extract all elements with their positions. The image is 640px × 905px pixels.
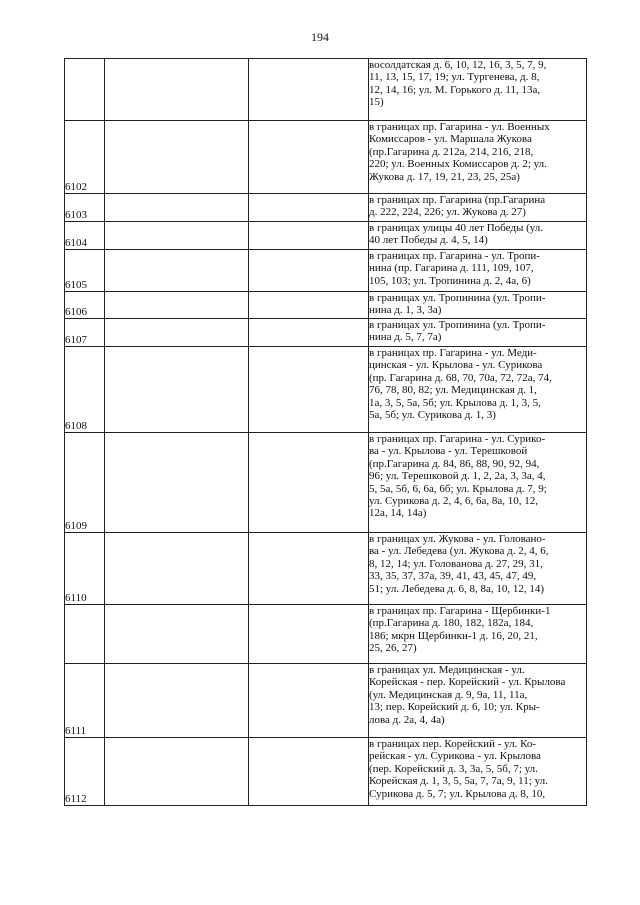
empty-cell [105,222,249,250]
row-number: 6107 [65,319,105,347]
table-row [65,433,587,533]
row-number: 6102 [65,121,105,194]
address-cell: восолдатская д. 6, 10, 12, 16, 3, 5, 7, 9, 11, 13, 15, 17, 19; ул. Тургенева, д. 8, 12, 14, 16; ул. М. Горького д. 11, 13а, 15) [369,59,587,121]
row-number: 6103 [65,194,105,222]
empty-cell [105,533,249,605]
empty-cell [105,250,249,292]
row-number: 6112 [65,738,105,806]
address-cell: в границах ул. Медицинская - ул. Корейская - пер. Корейский - ул. Крылова (ул. Медицинская д. 9, 9а, 11, 11а, 13; пер. Корейский д. 6, 10; ул. Кры- лова д. 2а, 4, 4а) [369,664,587,738]
table-row [65,194,587,222]
table-row [65,319,587,347]
empty-cell [249,59,369,121]
empty-cell [105,605,249,664]
empty-cell [249,222,369,250]
row-number [65,605,105,664]
empty-cell [249,250,369,292]
empty-cell [249,738,369,806]
address-cell: в границах пр. Гагарина - ул. Военных Комиссаров - ул. Маршала Жукова (пр.Гагарина д. 212а, 214, 216, 218, 220; ул. Военных Комиссаров д. 2; ул. Жукова д. 17, 19, 21, 23, 25, 25а) [369,121,587,194]
page-number: 194 [311,30,329,44]
district-table [64,58,587,806]
empty-cell [249,433,369,533]
empty-cell [249,292,369,319]
table-row [65,664,587,738]
empty-cell [249,121,369,194]
empty-cell [105,292,249,319]
table-row [65,250,587,292]
empty-cell [105,59,249,121]
empty-cell [105,121,249,194]
row-number: 6108 [65,347,105,433]
table-row [65,738,587,806]
table-row [65,605,587,664]
row-number: 6105 [65,250,105,292]
empty-cell [105,347,249,433]
empty-cell [105,664,249,738]
empty-cell [105,319,249,347]
row-number: 6109 [65,433,105,533]
address-cell: в границах ул. Жукова - ул. Головано- ва - ул. Лебедева (ул. Жукова д. 2, 4, 6, 8, 12, 14; ул. Голованова д. 27, 29, 31, 33, 35, 37, 37а, 39, 41, 43, 45, 47, 49, 51; ул. Лебедева д. 6, 8, 8а, 10, 12, 14) [369,533,587,605]
row-number: 6106 [65,292,105,319]
table-row [65,222,587,250]
address-cell: в границах пр. Гагарина - ул. Тропи- нина (пр. Гагарина д. 111, 109, 107, 105, 103; ул. Тропинина д. 2, 4а, 6) [369,250,587,292]
address-cell: в границах пр. Гагарина - ул. Меди- цинская - ул. Крылова - ул. Сурикова (пр. Гагарина д. 68, 70, 70а, 72, 72а, 74, 76, 78, 80, 82; ул. Медицинская д. 1, 1а, 3, 5, 5а, 5б; ул. Крылова д. 1, 3, 5, 5а, 5б; ул. Сурикова д. 1, 3) [369,347,587,433]
address-cell: в границах пр. Гагарина - Щербинки-1 (пр.Гагарина д. 180, 182, 182а, 184, 186; мкрн Щербинки-1 д. 16, 20, 21, 25, 26, 27) [369,605,587,664]
row-number: 6111 [65,664,105,738]
address-cell: в границах пер. Корейский - ул. Ко- рейская - ул. Сурикова - ул. Крылова (пер. Корейский д. 3, 3а, 5, 5б, 7; ул. Корейская д. 1, 3, 5, 5а, 7, 7а, 9, 11; ул. Сурикова д. 5, 7; ул. Крылова д. 8, 10, [369,738,587,806]
address-cell: в границах ул. Тропинина (ул. Тропи- нина д. 5, 7, 7а) [369,319,587,347]
empty-cell [249,319,369,347]
empty-cell [105,433,249,533]
empty-cell [249,533,369,605]
empty-cell [249,194,369,222]
table-row [65,121,587,194]
empty-cell [249,347,369,433]
table-row [65,347,587,433]
empty-cell [105,738,249,806]
table-row [65,59,587,121]
row-number: 6110 [65,533,105,605]
address-cell: в границах пр. Гагарина - ул. Сурико- ва - ул. Крылова - ул. Терешковой (пр.Гагарина д. 84, 86, 88, 90, 92, 94, 96; ул. Терешковой д. 1, 2, 2а, 3, 3а, 4, 5, 5а, 5б, 6, 6а, 6б; ул. Крылова д. 7, 9; ул. Сурикова д. 2, 4, 6, 6а, 8а, 10, 12, 12а, 14, 14а) [369,433,587,533]
empty-cell [249,605,369,664]
address-cell: в границах улицы 40 лет Победы (ул. 40 лет Победы д. 4, 5, 14) [369,222,587,250]
table-row [65,292,587,319]
row-number [65,59,105,121]
row-number: 6104 [65,222,105,250]
address-cell: в границах пр. Гагарина (пр.Гагарина д. 222, 224, 226; ул. Жукова д. 27) [369,194,587,222]
address-cell: в границах ул. Тропинина (ул. Тропи- нина д. 1, 3, 3а) [369,292,587,319]
empty-cell [249,664,369,738]
empty-cell [105,194,249,222]
table-row [65,533,587,605]
